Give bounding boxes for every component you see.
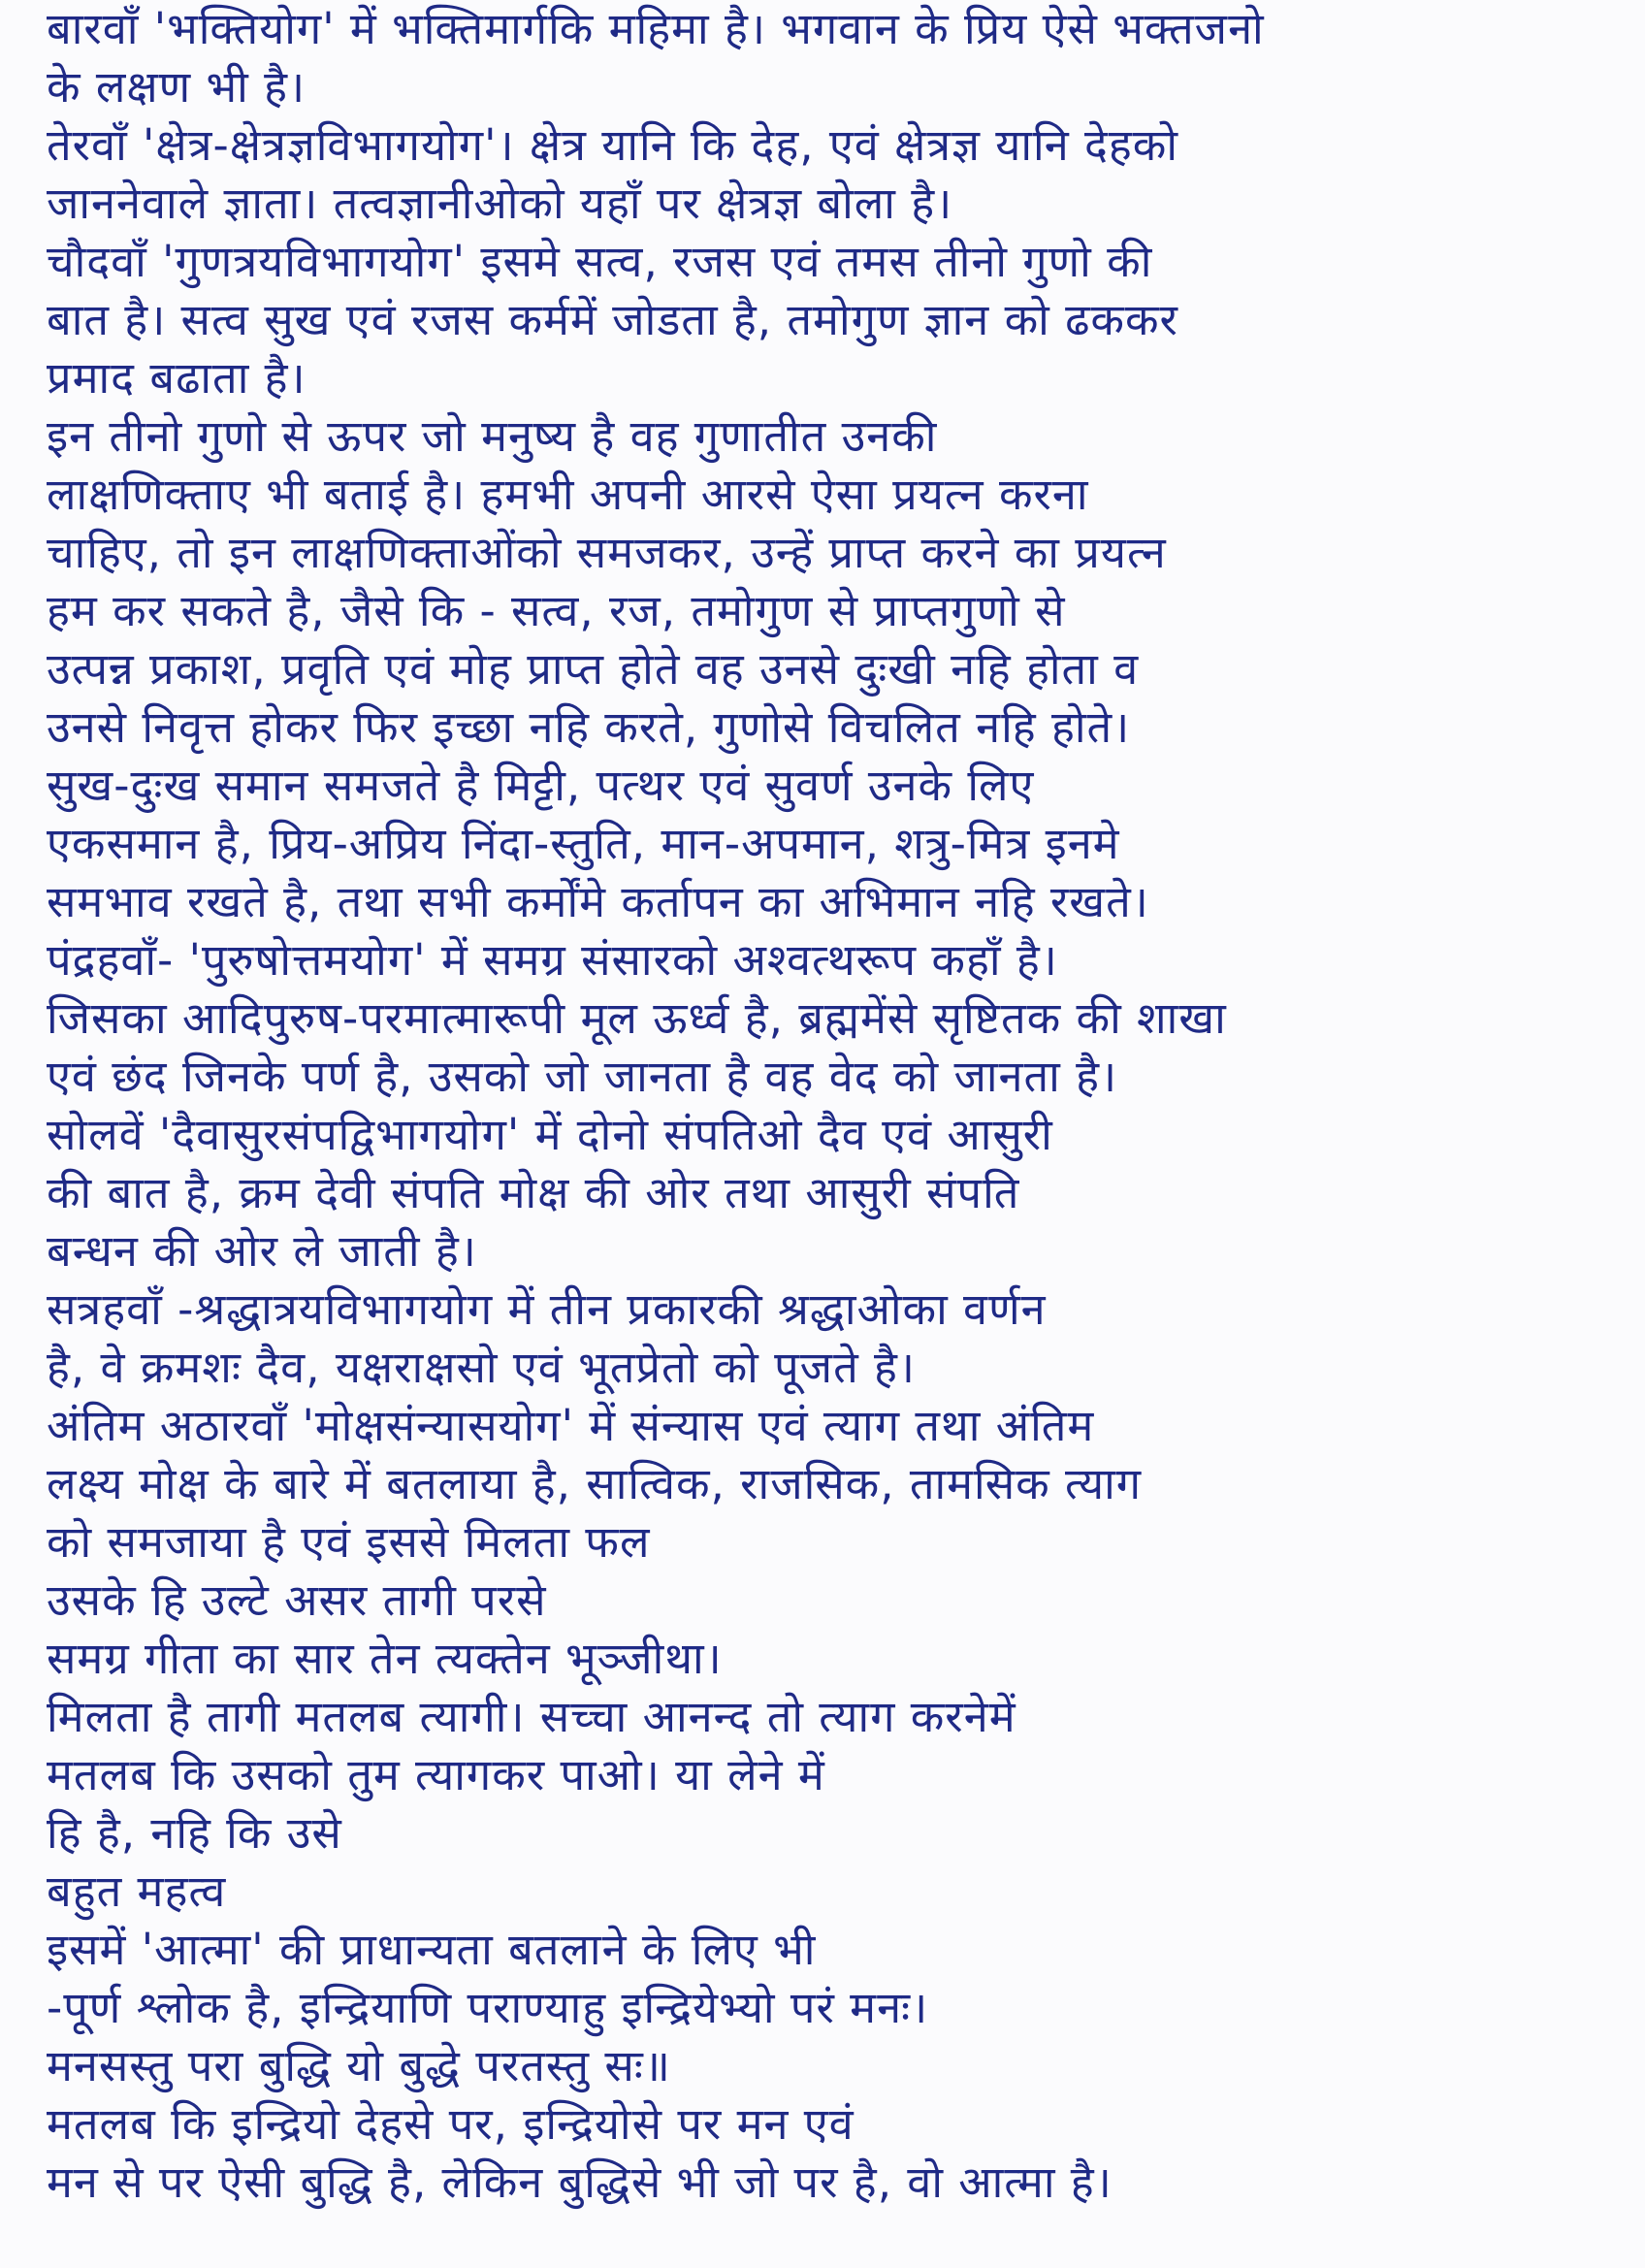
text-line: बारवाँ 'भक्तियोग' में भक्तिमार्गकि महिमा है। भगवान के प्रिय ऐसे भक्तजनो — [47, 3, 1265, 54]
text-line: मतलब कि इन्द्रियो देहसे पर, इन्द्रियोसे पर मन एवं — [47, 2098, 855, 2150]
text-line: इसमें 'आत्मा' की प्राधान्यता बतलाने के लिए भी — [47, 1924, 817, 1975]
text-line: चाहिए, तो इन लाक्षणिक्ताओंको समजकर, उन्हें प्राप्त करने का प्रयत्न — [47, 527, 1167, 578]
text-line: मिलता है तागी मतलब त्यागी। सच्चा आनन्द तो त्याग करनेमें — [47, 1691, 1016, 1742]
text-line: जिसका आदिपुरुष-परमात्मारूपी मूल ऊर्ध्व है, ब्रह्ममेंसे सृष्टितक की शाखा — [47, 992, 1227, 1044]
text-line: बन्धन की ओर ले जाती है। — [47, 1225, 477, 1277]
text-line: लक्ष्य मोक्ष के बारे में बतलाया है, सात्विक, राजसिक, तामसिक त्याग — [47, 1458, 1143, 1509]
text-line: तेरवाँ 'क्षेत्र-क्षेत्रज्ञविभागयोग'। क्षेत्र यानि कि देह, एवं क्षेत्रज्ञ यानि देहको — [47, 119, 1178, 171]
text-line: एवं छंद जिनके पर्ण है, उसको जो जानता है वह वेद को जानता है। — [47, 1051, 1118, 1102]
text-line: बहुत महत्व — [47, 1865, 227, 1917]
text-line: लाक्षणिक्ताए भी बताई है। हमभी अपनी आरसे ऐसा प्रयत्न करना — [47, 469, 1089, 520]
text-line: मनसस्तु परा बुद्धि यो बुद्धे परतस्तु सः॥ — [47, 2040, 671, 2091]
text-line: सत्रहवाँ -श्रद्धात्रयविभागयोग में तीन प्रकारकी श्रद्धाओका वर्णन — [47, 1283, 1047, 1335]
text-line: -पूर्ण श्लोक है, इन्द्रियाणि पराण्याहु इन्द्रियेभ्यो परं मनः। — [47, 1982, 929, 2033]
text-line: है, वे क्रमशः दैव, यक्षराक्षसो एवं भूतप्रेतो को पूजते है। — [47, 1342, 916, 1393]
text-line: प्रमाद बढाता है। — [47, 352, 306, 404]
text-line: समभाव रखते है, तथा सभी कर्मोंमे कर्तापन का अभिमान नहि रखते। — [47, 876, 1149, 927]
text-line: सुख-दुःख समान समजते है मिट्टी, पत्थर एवं सुवर्ण उनके लिए — [47, 760, 1035, 811]
text-line: उसके हि उल्टे असर तागी परसे — [47, 1574, 547, 1626]
text-line: पंद्रहवाँ- 'पुरुषोत्तमयोग' में समग्र संसारको अश्वत्थरूप कहाँ है। — [47, 934, 1058, 986]
text-line: की बात है, क्रम देवी संपति मोक्ष की ओर तथा आसुरी संपति — [47, 1167, 1020, 1218]
text-line: उनसे निवृत्त होकर फिर इच्छा नहि करते, गुणोसे विचलित नहि होते। — [47, 701, 1131, 753]
text-line: मन से पर ऐसी बुद्धि है, लेकिन बुद्धिसे भी जो पर है, वो आत्मा है। — [47, 2156, 1113, 2208]
text-line: के लक्षण भी है। — [47, 61, 306, 113]
text-line: समग्र गीता का सार तेन त्यक्तेन भूञ्जीथा। — [47, 1633, 723, 1684]
text-line: हम कर सकते है, जैसे कि - सत्व, रज, तमोगुण से प्राप्तगुणो से — [47, 585, 1066, 636]
text-line: उत्पन्न प्रकाश, प्रवृति एवं मोह प्राप्त होते वह उनसे दुःखी नहि होता व — [47, 643, 1140, 695]
text-line: मतलब कि उसको तुम त्यागकर पाओ। या लेने में — [47, 1749, 825, 1800]
text-line: एकसमान है, प्रिय-अप्रिय निंदा-स्तुति, मान-अपमान, शत्रु-मित्र इनमे — [47, 818, 1120, 869]
text-line: बात है। सत्व सुख एवं रजस कर्ममें जोडता है, तमोगुण ज्ञान को ढककर — [47, 294, 1178, 345]
text-line: हि है, नहि कि उसे — [47, 1807, 342, 1859]
text-line: इन तीनो गुणो से ऊपर जो मनुष्य है वह गुणातीत उनकी — [47, 410, 938, 462]
text-line: चौदवाँ 'गुणत्रयविभागयोग' इसमे सत्व, रजस एवं तमस तीनो गुणो की — [47, 236, 1153, 287]
text-line: जाननेवाले ज्ञाता। तत्वज्ञानीओको यहाँ पर क्षेत्रज्ञ बोला है। — [47, 178, 953, 229]
text-line: को समजाया है एवं इससे मिलता फल — [47, 1516, 651, 1568]
text-line: अंतिम अठारवाँ 'मोक्षसंन्यासयोग' में संन्यास एवं त्याग तथा अंतिम — [47, 1400, 1095, 1451]
text-line: सोलवें 'दैवासुरसंपद्विभागयोग' में दोनो संपतिओ दैव एवं आसुरी — [47, 1109, 1053, 1160]
